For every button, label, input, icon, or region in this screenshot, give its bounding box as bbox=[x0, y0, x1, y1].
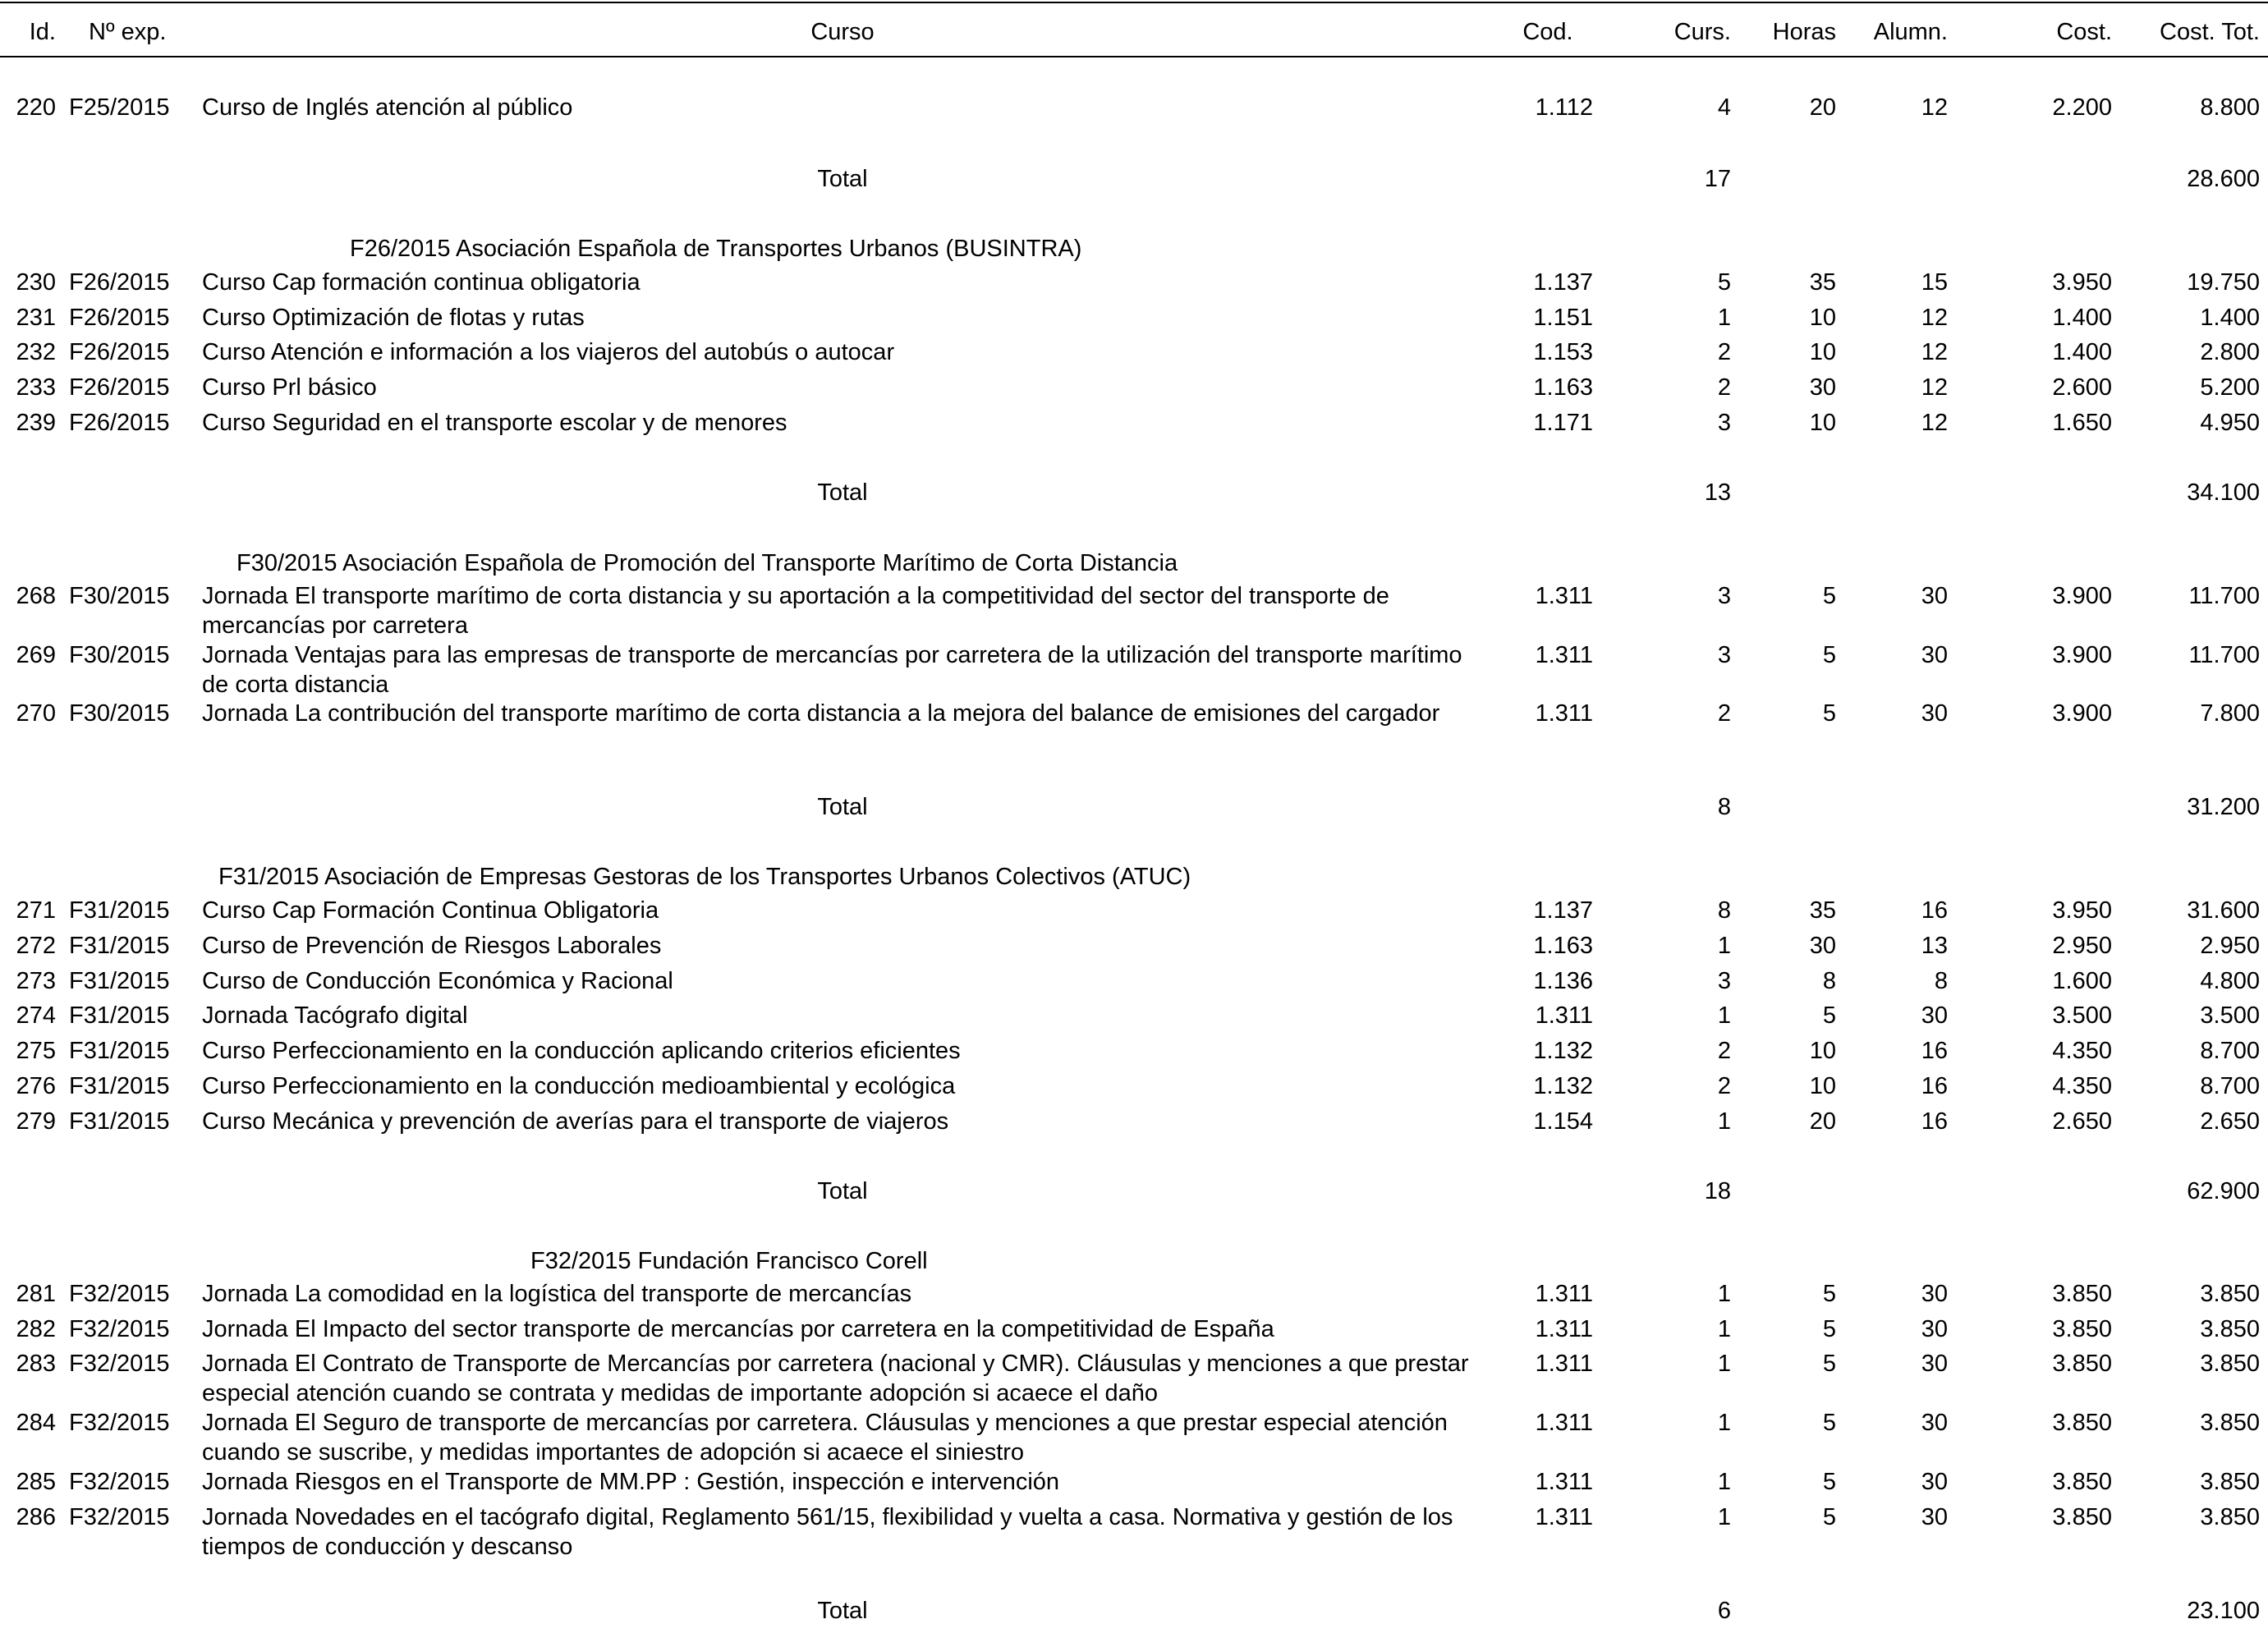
cell-cost: 3.850 bbox=[2052, 1316, 2112, 1342]
cell-cost: 3.850 bbox=[2052, 1351, 2112, 1377]
cell-cost-tot: 3.850 bbox=[2200, 1504, 2260, 1530]
cell-id: 233 bbox=[16, 374, 56, 401]
cell-cost: 3.950 bbox=[2052, 897, 2112, 924]
cell-curs: 1 bbox=[1717, 1316, 1731, 1342]
cell-exp: F25/2015 bbox=[69, 94, 170, 121]
cell-exp: F30/2015 bbox=[69, 700, 170, 727]
header-alumn: Alumn. bbox=[1873, 19, 1948, 45]
cell-horas: 5 bbox=[1822, 1281, 1836, 1307]
cell-cost-tot: 3.500 bbox=[2200, 1002, 2260, 1029]
cell-cost: 2.200 bbox=[2052, 94, 2112, 121]
cell-cod: 1.112 bbox=[1535, 94, 1593, 121]
cell-horas: 5 bbox=[1822, 1002, 1836, 1029]
cell-curs: 2 bbox=[1717, 1038, 1731, 1064]
cell-horas: 20 bbox=[1809, 1108, 1836, 1135]
cell-id: 273 bbox=[16, 968, 56, 994]
table-row bbox=[0, 1314, 2268, 1344]
cell-id: 275 bbox=[16, 1038, 56, 1064]
cell-curso: Jornada El Impacto del sector transporte de mercancías por carretera en la competitividad de España bbox=[202, 1316, 1274, 1342]
cell-exp: F31/2015 bbox=[69, 968, 170, 994]
cell-cost-tot: 31.600 bbox=[2187, 897, 2260, 924]
cell-horas: 5 bbox=[1822, 583, 1836, 609]
cell-cost: 1.650 bbox=[2052, 410, 2112, 436]
header-cost-tot: Cost. Tot. bbox=[2160, 19, 2260, 45]
total-curs: 6 bbox=[1717, 1598, 1731, 1624]
cell-cod: 1.163 bbox=[1533, 933, 1593, 959]
cell-exp: F30/2015 bbox=[69, 642, 170, 668]
cell-cod: 1.311 bbox=[1535, 1316, 1593, 1342]
cell-exp: F31/2015 bbox=[69, 1108, 170, 1135]
table-row bbox=[0, 1071, 2268, 1101]
cell-curso: Curso Seguridad en el transporte escolar y de menores bbox=[202, 410, 787, 436]
top-rule bbox=[0, 2, 2268, 3]
total-label: Total bbox=[817, 1598, 868, 1624]
group-title: F30/2015 Asociación Española de Promoción del Transporte Marítimo de Corta Distancia bbox=[236, 550, 1178, 576]
cell-alumn: 12 bbox=[1921, 305, 1948, 331]
cell-alumn: 12 bbox=[1921, 410, 1948, 436]
table-row bbox=[0, 1349, 2268, 1408]
cell-cost-tot: 4.800 bbox=[2200, 968, 2260, 994]
cell-horas: 35 bbox=[1809, 897, 1836, 924]
cell-cod: 1.171 bbox=[1533, 410, 1593, 436]
cell-id: 281 bbox=[16, 1281, 56, 1307]
cell-curs: 1 bbox=[1717, 933, 1731, 959]
cell-exp: F32/2015 bbox=[69, 1410, 170, 1436]
cell-cost-tot: 3.850 bbox=[2200, 1410, 2260, 1436]
cell-exp: F26/2015 bbox=[69, 305, 170, 331]
cell-id: 284 bbox=[16, 1410, 56, 1436]
cell-id: 270 bbox=[16, 700, 56, 727]
cell-horas: 5 bbox=[1822, 1504, 1836, 1530]
total-curs: 18 bbox=[1704, 1178, 1731, 1204]
cell-curso: Curso de Conducción Económica y Racional bbox=[202, 968, 673, 994]
cell-alumn: 30 bbox=[1921, 1281, 1948, 1307]
cell-curso: Jornada Riesgos en el Transporte de MM.PP : Gestión, inspección e intervención bbox=[202, 1469, 1060, 1495]
cell-curs: 3 bbox=[1717, 968, 1731, 994]
cell-cost-tot: 5.200 bbox=[2200, 374, 2260, 401]
cell-id: 272 bbox=[16, 933, 56, 959]
table-row bbox=[0, 966, 2268, 996]
cell-cod: 1.311 bbox=[1535, 1002, 1593, 1029]
cell-cost: 1.400 bbox=[2052, 305, 2112, 331]
table-row bbox=[0, 337, 2268, 367]
cell-curso: Jornada La comodidad en la logística del transporte de mercancías bbox=[202, 1281, 912, 1307]
table-row bbox=[0, 896, 2268, 925]
cell-cod: 1.154 bbox=[1533, 1108, 1593, 1135]
cell-exp: F32/2015 bbox=[69, 1504, 170, 1530]
table-row bbox=[0, 640, 2268, 700]
cell-curso: Jornada El transporte marítimo de corta distancia y su aportación a la competitividad del sector del transporte de mercancías por carretera bbox=[202, 583, 1389, 639]
cell-curs: 2 bbox=[1717, 339, 1731, 365]
cell-alumn: 12 bbox=[1921, 374, 1948, 401]
cell-id: 274 bbox=[16, 1002, 56, 1029]
cell-curs: 1 bbox=[1717, 1504, 1731, 1530]
cell-exp: F30/2015 bbox=[69, 583, 170, 609]
cell-alumn: 16 bbox=[1921, 1038, 1948, 1064]
cell-cost: 3.850 bbox=[2052, 1469, 2112, 1495]
cell-curs: 3 bbox=[1717, 642, 1731, 668]
cell-cod: 1.132 bbox=[1533, 1038, 1593, 1064]
cell-curs: 1 bbox=[1717, 305, 1731, 331]
table-row bbox=[0, 1408, 2268, 1467]
cell-alumn: 8 bbox=[1934, 968, 1948, 994]
cell-exp: F31/2015 bbox=[69, 1073, 170, 1099]
cell-curso: Curso de Inglés atención al público bbox=[202, 94, 573, 121]
cell-curso: Curso Mecánica y prevención de averías para el transporte de viajeros bbox=[202, 1108, 949, 1135]
cell-curs: 1 bbox=[1717, 1108, 1731, 1135]
table-row bbox=[0, 408, 2268, 438]
cell-alumn: 30 bbox=[1921, 1504, 1948, 1530]
cell-curs: 2 bbox=[1717, 374, 1731, 401]
header-horas: Horas bbox=[1772, 19, 1836, 45]
cell-alumn: 30 bbox=[1921, 642, 1948, 668]
header-rule bbox=[0, 56, 2268, 57]
cell-cod: 1.137 bbox=[1533, 897, 1593, 924]
cell-cod: 1.132 bbox=[1533, 1073, 1593, 1099]
cell-id: 239 bbox=[16, 410, 56, 436]
cell-id: 285 bbox=[16, 1469, 56, 1495]
cell-cost-tot: 3.850 bbox=[2200, 1316, 2260, 1342]
cell-curso: Curso Perfeccionamiento en la conducción aplicando criterios eficientes bbox=[202, 1038, 961, 1064]
group-title: F32/2015 Fundación Francisco Corell bbox=[530, 1248, 928, 1274]
cell-cost-tot: 11.700 bbox=[2188, 642, 2260, 668]
cell-curso: Jornada Ventajas para las empresas de transporte de mercancías por carretera de la utilización del transporte marítimo de corta distancia bbox=[202, 642, 1462, 698]
cell-cost: 2.650 bbox=[2052, 1108, 2112, 1135]
cell-cost-tot: 2.950 bbox=[2200, 933, 2260, 959]
header-curs: Curs. bbox=[1673, 19, 1731, 45]
header-cost: Cost. bbox=[2056, 19, 2112, 45]
total-cost-tot: 28.600 bbox=[2187, 166, 2260, 192]
table-row bbox=[0, 581, 2268, 640]
total-label: Total bbox=[817, 794, 868, 820]
cell-id: 269 bbox=[16, 642, 56, 668]
cell-cod: 1.311 bbox=[1535, 700, 1593, 727]
cell-curs: 3 bbox=[1717, 410, 1731, 436]
cell-horas: 30 bbox=[1809, 374, 1836, 401]
cell-horas: 5 bbox=[1822, 1410, 1836, 1436]
cell-cost-tot: 8.700 bbox=[2200, 1073, 2260, 1099]
cell-cost-tot: 2.650 bbox=[2200, 1108, 2260, 1135]
cell-curs: 3 bbox=[1717, 583, 1731, 609]
cell-id: 231 bbox=[16, 305, 56, 331]
table-row bbox=[0, 1107, 2268, 1136]
cell-cost: 3.850 bbox=[2052, 1281, 2112, 1307]
cell-alumn: 16 bbox=[1921, 1073, 1948, 1099]
cell-cost: 1.600 bbox=[2052, 968, 2112, 994]
cell-id: 286 bbox=[16, 1504, 56, 1530]
cell-curso: Curso Cap Formación Continua Obligatoria bbox=[202, 897, 659, 924]
cell-curs: 1 bbox=[1717, 1351, 1731, 1377]
cell-curs: 1 bbox=[1717, 1281, 1731, 1307]
cell-cost: 3.950 bbox=[2052, 269, 2112, 296]
cell-curs: 8 bbox=[1717, 897, 1731, 924]
cell-horas: 5 bbox=[1822, 700, 1836, 727]
cell-id: 282 bbox=[16, 1316, 56, 1342]
table-row bbox=[0, 303, 2268, 333]
cell-cost: 3.900 bbox=[2052, 583, 2112, 609]
cell-cod: 1.311 bbox=[1535, 583, 1593, 609]
table-row bbox=[0, 1467, 2268, 1497]
cell-alumn: 16 bbox=[1921, 897, 1948, 924]
cell-curso: Jornada El Contrato de Transporte de Mercancías por carretera (nacional y CMR). Cláusulas y menciones a que prestar especial atención cuando se contrata y medidas de importante adopción si acaece el daño bbox=[202, 1351, 1469, 1406]
cell-id: 279 bbox=[16, 1108, 56, 1135]
total-cost-tot: 23.100 bbox=[2187, 1598, 2260, 1624]
cell-cod: 1.137 bbox=[1533, 269, 1593, 296]
cell-alumn: 12 bbox=[1921, 94, 1948, 121]
cell-cost-tot: 8.700 bbox=[2200, 1038, 2260, 1064]
cell-id: 268 bbox=[16, 583, 56, 609]
cell-alumn: 30 bbox=[1921, 1316, 1948, 1342]
cell-alumn: 12 bbox=[1921, 339, 1948, 365]
table-row bbox=[0, 1279, 2268, 1309]
cell-horas: 10 bbox=[1809, 305, 1836, 331]
cell-exp: F32/2015 bbox=[69, 1469, 170, 1495]
cell-alumn: 15 bbox=[1921, 269, 1948, 296]
cell-cost-tot: 2.800 bbox=[2200, 339, 2260, 365]
total-curs: 17 bbox=[1704, 166, 1731, 192]
cell-cost: 2.950 bbox=[2052, 933, 2112, 959]
cell-cod: 1.136 bbox=[1533, 968, 1593, 994]
cell-curs: 4 bbox=[1717, 94, 1731, 121]
cell-cost: 3.900 bbox=[2052, 700, 2112, 727]
cell-curso: Jornada Novedades en el tacógrafo digital, Reglamento 561/15, flexibilidad y vuelta a casa. Normativa y gestión de los tiempos de conducción y descanso bbox=[202, 1504, 1453, 1560]
cell-alumn: 30 bbox=[1921, 1410, 1948, 1436]
cell-alumn: 30 bbox=[1921, 700, 1948, 727]
total-curs: 13 bbox=[1704, 479, 1731, 506]
header-curso: Curso bbox=[810, 19, 875, 45]
total-cost-tot: 34.100 bbox=[2187, 479, 2260, 506]
cell-horas: 5 bbox=[1822, 1351, 1836, 1377]
cell-curso: Curso Optimización de flotas y rutas bbox=[202, 305, 585, 331]
cell-alumn: 30 bbox=[1921, 1469, 1948, 1495]
cell-curs: 2 bbox=[1717, 1073, 1731, 1099]
cell-curso: Jornada La contribución del transporte marítimo de corta distancia a la mejora del balance de emisiones del cargador bbox=[202, 700, 1440, 727]
cell-horas: 10 bbox=[1809, 1038, 1836, 1064]
cell-cost-tot: 3.850 bbox=[2200, 1351, 2260, 1377]
cell-cost-tot: 8.800 bbox=[2200, 94, 2260, 121]
cell-cost-tot: 19.750 bbox=[2187, 269, 2260, 296]
cell-cost: 3.500 bbox=[2052, 1002, 2112, 1029]
total-label: Total bbox=[817, 166, 868, 192]
table-row bbox=[0, 1001, 2268, 1030]
cell-cost: 3.900 bbox=[2052, 642, 2112, 668]
cell-alumn: 30 bbox=[1921, 1351, 1948, 1377]
cell-exp: F31/2015 bbox=[69, 933, 170, 959]
cell-cost: 3.850 bbox=[2052, 1504, 2112, 1530]
cell-id: 232 bbox=[16, 339, 56, 365]
cell-horas: 30 bbox=[1809, 933, 1836, 959]
group-title: F31/2015 Asociación de Empresas Gestoras de los Transportes Urbanos Colectivos (ATUC) bbox=[218, 864, 1191, 890]
cell-id: 230 bbox=[16, 269, 56, 296]
cell-cost-tot: 7.800 bbox=[2200, 700, 2260, 727]
total-cost-tot: 31.200 bbox=[2187, 794, 2260, 820]
cell-cost: 2.600 bbox=[2052, 374, 2112, 401]
cell-horas: 35 bbox=[1809, 269, 1836, 296]
cell-curso: Curso de Prevención de Riesgos Laborales bbox=[202, 933, 662, 959]
cell-horas: 10 bbox=[1809, 339, 1836, 365]
cell-exp: F31/2015 bbox=[69, 1002, 170, 1029]
cell-exp: F26/2015 bbox=[69, 339, 170, 365]
cell-cost-tot: 3.850 bbox=[2200, 1281, 2260, 1307]
cell-curso: Curso Cap formación continua obligatoria bbox=[202, 269, 640, 296]
table-row bbox=[0, 373, 2268, 402]
cell-cod: 1.311 bbox=[1535, 1281, 1593, 1307]
cell-alumn: 16 bbox=[1921, 1108, 1948, 1135]
cell-exp: F32/2015 bbox=[69, 1281, 170, 1307]
table-row bbox=[0, 1502, 2268, 1562]
cell-alumn: 30 bbox=[1921, 583, 1948, 609]
table-row bbox=[0, 93, 2268, 122]
table-row bbox=[0, 1036, 2268, 1066]
cell-cost: 4.350 bbox=[2052, 1073, 2112, 1099]
cell-cod: 1.311 bbox=[1535, 1504, 1593, 1530]
cell-exp: F26/2015 bbox=[69, 269, 170, 296]
cell-cost-tot: 11.700 bbox=[2188, 583, 2260, 609]
group-title: F26/2015 Asociación Española de Transportes Urbanos (BUSINTRA) bbox=[350, 236, 1082, 262]
cell-exp: F31/2015 bbox=[69, 897, 170, 924]
cell-curs: 2 bbox=[1717, 700, 1731, 727]
total-label: Total bbox=[817, 479, 868, 506]
cell-cost-tot: 1.400 bbox=[2200, 305, 2260, 331]
cell-id: 220 bbox=[16, 94, 56, 121]
cell-horas: 20 bbox=[1809, 94, 1836, 121]
header-exp: Nº exp. bbox=[89, 19, 167, 45]
cell-cod: 1.163 bbox=[1533, 374, 1593, 401]
cell-curso: Curso Perfeccionamiento en la conducción medioambiental y ecológica bbox=[202, 1073, 956, 1099]
cell-cost-tot: 4.950 bbox=[2200, 410, 2260, 436]
cell-id: 271 bbox=[16, 897, 56, 924]
cell-curso: Curso Atención e información a los viajeros del autobús o autocar bbox=[202, 339, 895, 365]
cell-cod: 1.151 bbox=[1533, 305, 1593, 331]
cell-cost: 4.350 bbox=[2052, 1038, 2112, 1064]
cell-cod: 1.311 bbox=[1535, 1351, 1593, 1377]
cell-horas: 10 bbox=[1809, 410, 1836, 436]
cell-curs: 1 bbox=[1717, 1002, 1731, 1029]
cell-curs: 1 bbox=[1717, 1410, 1731, 1436]
cell-cod: 1.311 bbox=[1535, 642, 1593, 668]
table-row bbox=[0, 699, 2268, 758]
cell-cod: 1.153 bbox=[1533, 339, 1593, 365]
cell-cost-tot: 3.850 bbox=[2200, 1469, 2260, 1495]
cell-curs: 1 bbox=[1717, 1469, 1731, 1495]
cell-cod: 1.311 bbox=[1535, 1469, 1593, 1495]
table-row bbox=[0, 268, 2268, 297]
cell-horas: 10 bbox=[1809, 1073, 1836, 1099]
header-id: Id. bbox=[29, 19, 56, 45]
cell-id: 283 bbox=[16, 1351, 56, 1377]
cell-cod: 1.311 bbox=[1535, 1410, 1593, 1436]
total-cost-tot: 62.900 bbox=[2187, 1178, 2260, 1204]
cell-exp: F26/2015 bbox=[69, 374, 170, 401]
cell-exp: F26/2015 bbox=[69, 410, 170, 436]
cell-curso: Jornada El Seguro de transporte de mercancías por carretera. Cláusulas y menciones a que prestar especial atención cuando se suscribe, y medidas importantes de adopción si acaece el siniestro bbox=[202, 1410, 1448, 1466]
cell-horas: 5 bbox=[1822, 1469, 1836, 1495]
cell-curs: 5 bbox=[1717, 269, 1731, 296]
cell-exp: F32/2015 bbox=[69, 1316, 170, 1342]
table-row bbox=[0, 931, 2268, 961]
cell-alumn: 13 bbox=[1921, 933, 1948, 959]
cell-cost: 3.850 bbox=[2052, 1410, 2112, 1436]
cell-horas: 5 bbox=[1822, 642, 1836, 668]
cell-exp: F31/2015 bbox=[69, 1038, 170, 1064]
cell-id: 276 bbox=[16, 1073, 56, 1099]
total-curs: 8 bbox=[1717, 794, 1731, 820]
total-label: Total bbox=[817, 1178, 868, 1204]
cell-curso: Jornada Tacógrafo digital bbox=[202, 1002, 468, 1029]
cell-curso: Curso Prl básico bbox=[202, 374, 377, 401]
cell-horas: 8 bbox=[1822, 968, 1836, 994]
cell-horas: 5 bbox=[1822, 1316, 1836, 1342]
cell-cost: 1.400 bbox=[2052, 339, 2112, 365]
cell-alumn: 30 bbox=[1921, 1002, 1948, 1029]
cell-exp: F32/2015 bbox=[69, 1351, 170, 1377]
header-cod: Cod. bbox=[1522, 19, 1573, 45]
